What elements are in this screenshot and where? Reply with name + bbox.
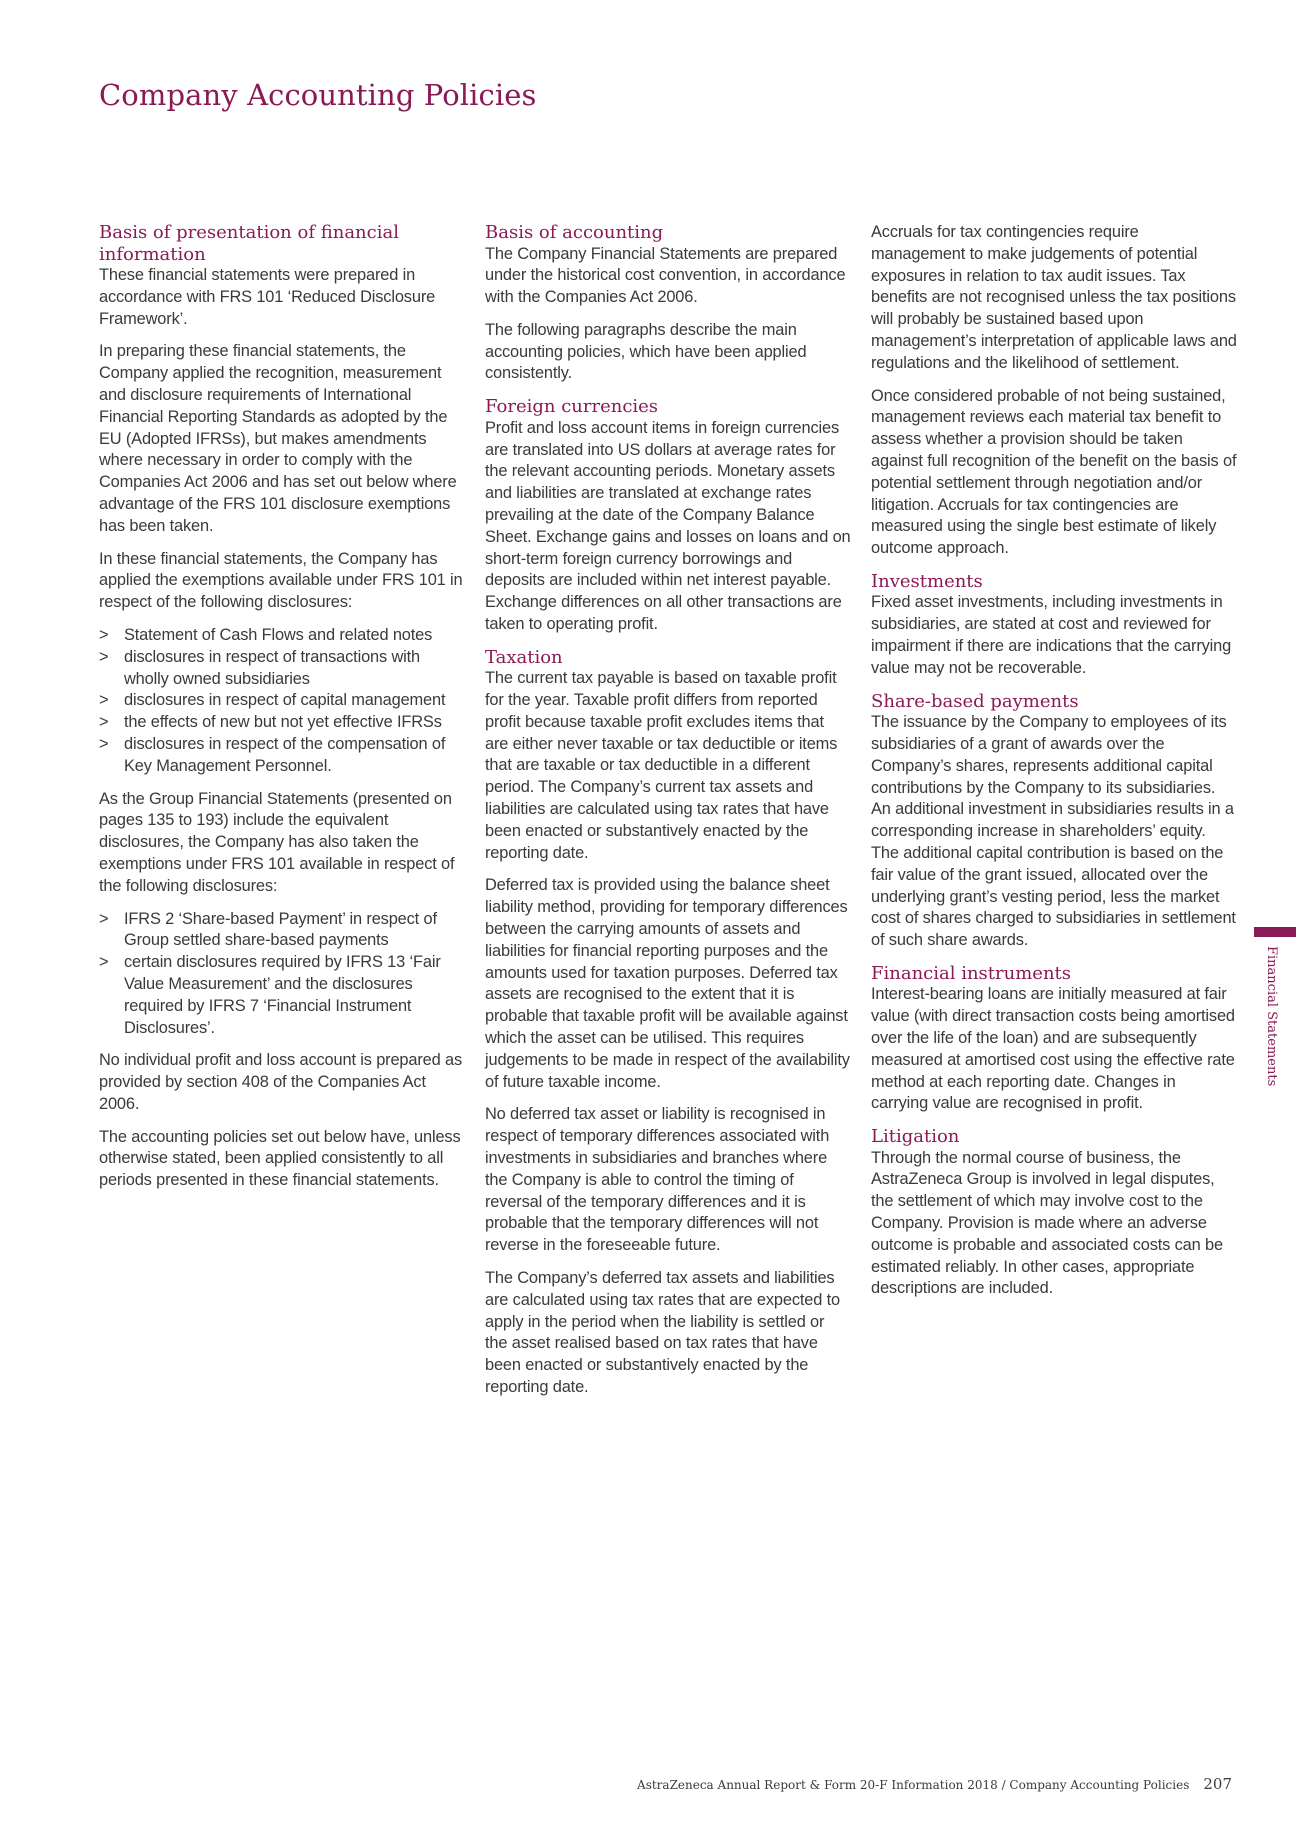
paragraph: The following paragraphs describe the main accounting policies, which have been applied consistently. bbox=[485, 320, 807, 383]
page-footer bbox=[637, 1775, 1232, 1793]
heading-litigation: Litigation bbox=[871, 1126, 960, 1148]
paragraph: As the Group Financial Statements (presented on pages 135 to 193) include the equivalent disclosures, the Company has also taken the exemptions under FRS 101 available in respect of the following disclosures: bbox=[99, 789, 455, 895]
paragraph: Interest-bearing loans are initially measured at fair value (with direct transaction costs being amortised over the life of the loan) and are subsequently measured at amortised cost using the effective rate method at each reporting date. Changes in carrying value are recognised in profit. bbox=[871, 985, 1235, 1113]
list-item: > disclosures in respect of capital management bbox=[99, 690, 465, 712]
paragraph: The Company’s deferred tax assets and liabilities are calculated using tax rates that are expected to apply in the period when the liability is settled or the asset realised based on tax rates that have been enacted or substantively enacted by the reporting date. bbox=[485, 1268, 840, 1396]
footer-text: AstraZeneca Annual Report & Form 20-F Information 2018 / Company Accounting Policies bbox=[637, 1778, 1190, 1792]
section-tab-marker bbox=[1254, 927, 1296, 937]
page-title: Company Accounting Policies bbox=[99, 78, 537, 112]
paragraph: No deferred tax asset or liability is recognised in respect of temporary differences associated with investments in subsidiaries and branches where the Company is able to control the timing of reversal of the temporary differences and it is probable that the temporary differences will not reverse in the foreseeable future. bbox=[485, 1105, 830, 1255]
paragraph: No individual profit and loss account is prepared as provided by section 408 of the Companies Act 2006. bbox=[99, 1051, 463, 1113]
paragraph: Once considered probable of not being sustained, management reviews each material tax benefit to assess whether a provision should be taken against full recognition of the benefit on the basis of potential settlement through negotiation and/or litigation. Accruals for tax contingencies are measured using the single best estimate of likely outcome approach. bbox=[871, 386, 1237, 558]
paragraph: Accruals for tax contingencies require management to make judgements of potential exposures in relation to tax audit issues. Tax benefits are not recognised unless the tax positions will probably be sustained based upon management’s interpretation of applicable laws and regulations and the likelihood of settlement. bbox=[871, 223, 1237, 372]
list-item: > Statement of Cash Flows and related notes bbox=[99, 625, 465, 647]
bullet-icon: > bbox=[99, 909, 109, 928]
heading-share-based-payments: Share-based payments bbox=[871, 690, 1079, 712]
paragraph: In preparing these financial statements, the Company applied the recognition, measurement and disclosure requirements of International Financial Reporting Standards as adopted by the EU (Adopted IFRSs), but makes amendments where necessary in order to comply with the Companies Act 2006 and has set out below where advantage of the FRS 101 disclosure exemptions has been taken. bbox=[99, 342, 457, 535]
paragraph: The current tax payable is based on taxable profit for the year. Taxable profit differs from reported profit because taxable profit excludes items that are either never taxable or tax deductible or items that are taxable or tax deductible in a different period. The Company’s current tax assets and liabilities are calculated using tax rates that have been enacted or substantively enacted by the reporting date. bbox=[485, 669, 838, 862]
paragraph: Deferred tax is provided using the balance sheet liability method, providing for temporary differences between the carrying amounts of assets and liabilities for financial reporting purposes and the amounts used for taxation purposes. Deferred tax assets are recognised to the extent that it is probable that taxable profit will be available against which the asset can be utilised. This requires judgements to be made in respect of the availability of future taxable income. bbox=[485, 876, 850, 1091]
heading-financial-instruments: Financial instruments bbox=[871, 962, 1072, 984]
list-item: > disclosures in respect of the compensation of Key Management Personnel. bbox=[99, 734, 446, 775]
list-item: > disclosures in respect of transactions with wholly owned subsidiaries bbox=[99, 647, 421, 688]
bullet-icon: > bbox=[99, 734, 109, 753]
group-exemptions-list bbox=[99, 909, 465, 1040]
list-item: > the effects of new but not yet effective IFRSs bbox=[99, 712, 465, 734]
bullet-icon: > bbox=[99, 647, 109, 666]
paragraph: The issuance by the Company to employees of its subsidiaries of a grant of awards over the Company’s shares, represents additional capital contributions by the Company to its subsidiaries. An additional investment in subsidiaries results in a corresponding increase in shareholders’ equity. The additional capital contribution is based on the fair value of the grant issued, allocated over the underlying grant’s vesting period, less the market cost of shares charged to subsidiaries in settlement of such share awards. bbox=[871, 713, 1236, 950]
bullet-icon: > bbox=[99, 953, 109, 972]
column-2 bbox=[485, 222, 851, 1410]
heading-taxation: Taxation bbox=[485, 646, 563, 668]
exemptions-list bbox=[99, 625, 465, 778]
paragraph: Fixed asset investments, including investments in subsidiaries, are stated at cost and reviewed for impairment if there are indications that the carrying value may not be recoverable. bbox=[871, 593, 1232, 677]
list-item: > IFRS 2 ‘Share-based Payment’ in respect of Group settled share-based payments bbox=[99, 909, 437, 950]
column-1 bbox=[99, 222, 465, 1203]
bullet-icon: > bbox=[99, 691, 109, 710]
heading-foreign-currencies: Foreign currencies bbox=[485, 396, 659, 418]
page-number: 207 bbox=[1203, 1775, 1232, 1793]
bullet-icon: > bbox=[99, 625, 109, 644]
section-tab-label: Financial Statements bbox=[1264, 946, 1279, 1087]
paragraph: The Company Financial Statements are prepared under the historical cost convention, in accordance with the Companies Act 2006. bbox=[485, 244, 846, 307]
bullet-icon: > bbox=[99, 713, 109, 732]
heading-basis-of-presentation: Basis of presentation of financial information bbox=[99, 222, 399, 265]
paragraph: These financial statements were prepared in accordance with FRS 101 ‘Reduced Disclosure Framework’. bbox=[99, 266, 436, 328]
paragraph: Profit and loss account items in foreign currencies are translated into US dollars at average rates for the relevant accounting periods. Monetary assets and liabilities are translated at exchange rates prevailing at the date of the Company Balance Sheet. Exchange gains and losses on loans and on short-term foreign currency borrowings and deposits are included within net interest payable. Exchange differences on all other transactions are taken to operating profit. bbox=[485, 418, 851, 633]
paragraph: Through the normal course of business, the AstraZeneca Group is involved in legal disputes, the settlement of which may involve cost to the Company. Provision is made where an adverse outcome is probable and associated costs can be estimated reliably. In other cases, appropriate descriptions are included. bbox=[871, 1148, 1223, 1298]
column-3 bbox=[871, 222, 1237, 1311]
heading-investments: Investments bbox=[871, 570, 983, 592]
list-item: > certain disclosures required by IFRS 13 ‘Fair Value Measurement’ and the disclosures required by IFRS 7 ‘Financial Instrument Disclosures’. bbox=[99, 953, 441, 1037]
paragraph: In these financial statements, the Company has applied the exemptions available under FRS 101 in respect of the following disclosures: bbox=[99, 549, 463, 612]
heading-basis-of-accounting: Basis of accounting bbox=[485, 222, 664, 243]
paragraph: The accounting policies set out below have, unless otherwise stated, been applied consistently to all periods presented in these financial statements. bbox=[99, 1127, 461, 1190]
